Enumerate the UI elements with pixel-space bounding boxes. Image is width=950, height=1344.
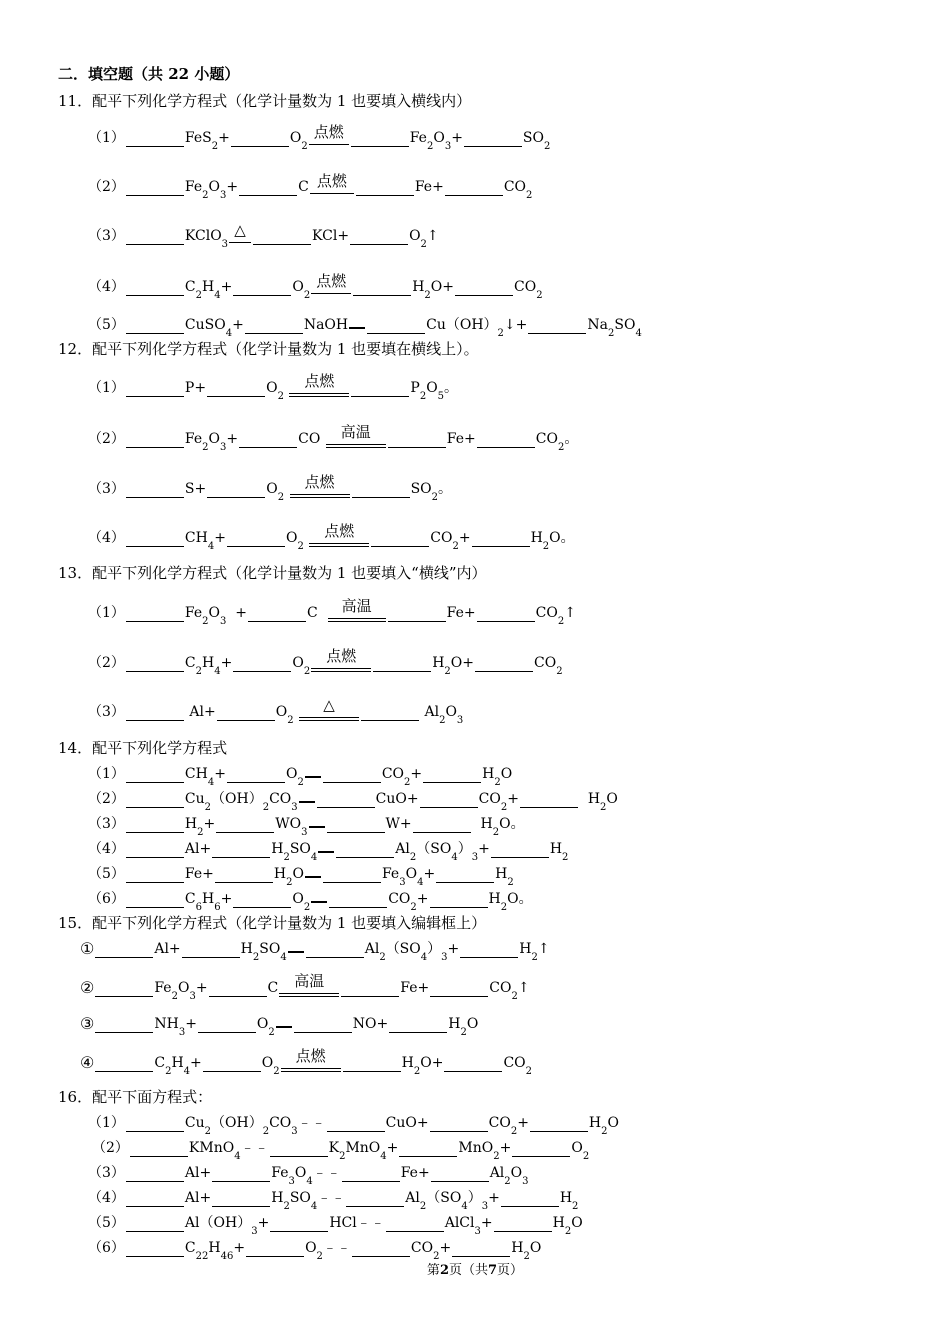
q16-eq3: （3） Al+ Fe 3 O 4 ﹣﹣ Fe+ Al 2 O 3 (88, 1165, 529, 1187)
answer-blank[interactable] (126, 868, 184, 883)
answer-blank[interactable] (233, 657, 291, 672)
answer-blank[interactable] (373, 657, 431, 672)
answer-blank[interactable] (227, 532, 285, 547)
answer-blank[interactable] (528, 319, 586, 334)
answer-blank[interactable] (217, 706, 275, 721)
section-title: 二．填空题（共 22 小题） (58, 65, 240, 83)
answer-blank[interactable] (212, 1192, 270, 1207)
answer-blank[interactable] (350, 230, 408, 245)
q11-eq2: （2） Fe 2 O 3 + C 点燃 Fe+ CO 2 (88, 172, 533, 201)
answer-blank[interactable] (216, 818, 274, 833)
condition-ignite: 点燃 (281, 1052, 341, 1072)
answer-blank[interactable] (329, 893, 387, 908)
condition-ignite: 点燃 (289, 377, 349, 397)
answer-blank[interactable] (239, 181, 297, 196)
q14-eq1: （1） CH 4 + O 2 CO 2 + H 2 O (88, 766, 513, 788)
condition-ignite: 点燃 (309, 128, 349, 147)
answer-blank[interactable] (95, 943, 153, 958)
answer-blank[interactable] (367, 319, 425, 334)
answer-blank[interactable] (501, 1192, 559, 1207)
answer-blank[interactable] (361, 706, 419, 721)
answer-blank[interactable] (399, 1142, 457, 1157)
q15-eq4: ④ C 2 H 4 + O 2 点燃 H 2 O+ CO 2 (80, 1047, 533, 1077)
answer-blank[interactable] (126, 843, 184, 858)
answer-blank[interactable] (231, 132, 289, 147)
answer-blank[interactable] (270, 1142, 328, 1157)
answer-blank[interactable] (346, 1192, 404, 1207)
answer-blank[interactable] (126, 281, 184, 296)
answer-blank[interactable] (477, 433, 535, 448)
answer-blank[interactable] (491, 843, 549, 858)
q14-eq5: （5） Fe+ H 2 O Fe 3 O 4 + H 2 (88, 866, 514, 888)
answer-blank[interactable] (388, 433, 446, 448)
answer-blank[interactable] (371, 532, 429, 547)
answer-blank[interactable] (126, 319, 184, 334)
q13-eq1: （1） Fe 2 O 3 + C 高温 Fe+ CO 2 ↑ (88, 597, 576, 627)
answer-blank[interactable] (444, 1057, 502, 1072)
answer-blank[interactable] (270, 1217, 328, 1232)
answer-blank[interactable] (336, 843, 394, 858)
answer-blank[interactable] (353, 281, 411, 296)
condition-high-temp: 高温 (279, 977, 339, 997)
question-12-title: 12．配平下列化学方程式（化学计量数为 1 也要填在横线上）。 (58, 340, 479, 358)
condition-ignite: 点燃 (311, 652, 371, 672)
answer-blank[interactable] (475, 657, 533, 672)
answer-blank[interactable] (351, 132, 409, 147)
q16-eq4: （4） Al+ H 2 SO 4 ﹣﹣ Al 2 （SO 4 ） 3 + H 2 (88, 1190, 579, 1212)
answer-blank[interactable] (352, 1242, 410, 1257)
answer-blank[interactable] (294, 1018, 352, 1033)
q14-eq4: （4） Al+ H 2 SO 4 Al 2 （SO 4 ） 3 + H 2 (88, 841, 569, 863)
condition-high-temp: 高温 (326, 428, 386, 448)
answer-blank[interactable] (126, 793, 184, 808)
answer-blank[interactable] (126, 1242, 184, 1257)
q16-eq5: （5） Al（OH） 3 + HCl﹣﹣ AlCl 3 + H 2 O (88, 1215, 583, 1237)
answer-blank[interactable] (388, 607, 446, 622)
answer-blank[interactable] (253, 230, 311, 245)
q15-eq2: ② Fe 2 O 3 + C 高温 Fe+ CO 2 ↑ (80, 972, 530, 1002)
answer-blank[interactable] (430, 1117, 488, 1132)
q15-eq1: ① Al+ H 2 SO 4 Al 2 （SO 4 ） 3 + H 2 ↑ (80, 939, 550, 963)
answer-blank[interactable] (327, 1117, 385, 1132)
answer-blank[interactable] (323, 868, 381, 883)
answer-blank[interactable] (520, 793, 578, 808)
answer-blank[interactable] (341, 982, 399, 997)
answer-blank[interactable] (452, 1242, 510, 1257)
condition-ignite: 点燃 (309, 527, 369, 547)
answer-blank[interactable] (530, 1117, 588, 1132)
answer-blank[interactable] (317, 793, 375, 808)
answer-blank[interactable] (239, 433, 297, 448)
answer-blank[interactable] (472, 532, 530, 547)
condition-high-temp: 高温 (328, 602, 386, 622)
answer-blank[interactable] (227, 768, 285, 783)
answer-blank[interactable] (126, 181, 184, 196)
answer-blank[interactable] (343, 1057, 401, 1072)
answer-blank[interactable] (209, 982, 267, 997)
answer-blank[interactable] (430, 893, 488, 908)
answer-blank[interactable] (203, 1057, 261, 1072)
q11-eq3: （3） KClO 3 △ KCl+ O 2 ↑ (88, 221, 439, 250)
answer-blank[interactable] (233, 281, 291, 296)
q15-eq3: ③ NH 3 + O 2 NO+ H 2 O (80, 1014, 479, 1038)
q12-eq4: （4） CH 4 + O 2 点燃 CO 2 + H 2 O。 (88, 522, 575, 552)
answer-blank[interactable] (431, 1167, 489, 1182)
answer-blank[interactable] (464, 132, 522, 147)
question-16-title: 16．配平下面方程式： (58, 1088, 213, 1106)
answer-blank[interactable] (126, 132, 184, 147)
answer-blank[interactable] (455, 281, 513, 296)
answer-blank[interactable] (351, 382, 409, 397)
answer-blank[interactable] (207, 382, 265, 397)
answer-blank[interactable] (95, 1057, 153, 1072)
question-14-title: 14．配平下列化学方程式 (58, 739, 228, 757)
q16-eq6: （6） C 22 H 46 + O 2 ﹣﹣ CO 2 + H 2 O (88, 1240, 542, 1262)
q16-eq2: （2） KMnO 4 ﹣﹣ K 2 MnO 4 + MnO 2 + O 2 (92, 1140, 590, 1162)
answer-blank[interactable] (386, 1217, 444, 1232)
answer-blank[interactable] (436, 868, 494, 883)
q16-eq1: （1） Cu 2 （OH） 2 CO 3 ﹣﹣ CuO+ CO 2 + H 2 O (88, 1115, 619, 1137)
question-11-title: 11．配平下列化学方程式（化学计量数为 1 也要填入横线内） (58, 92, 472, 110)
condition-ignite: 点燃 (311, 277, 351, 296)
answer-blank[interactable] (445, 181, 503, 196)
q14-eq6: （6） C 6 H 6 + O 2 CO 2 + H 2 O。 (88, 891, 533, 913)
q12-eq2: （2） Fe 2 O 3 + CO 高温 Fe+ CO 2 。 (88, 423, 579, 453)
answer-blank[interactable] (248, 607, 306, 622)
question-13-title: 13．配平下列化学方程式（化学计量数为 1 也要填入“横线”内） (58, 564, 487, 582)
q12-eq3: （3） S+ O 2 点燃 SO 2 。 (88, 473, 453, 503)
answer-blank[interactable] (182, 943, 240, 958)
answer-blank[interactable] (126, 607, 184, 622)
question-15-title: 15．配平下列化学方程式（化学计量数为 1 也要填入编辑框上） (58, 914, 487, 932)
answer-blank[interactable] (246, 1242, 304, 1257)
answer-blank[interactable] (126, 1192, 184, 1207)
answer-blank[interactable] (512, 1142, 570, 1157)
answer-blank[interactable] (126, 382, 184, 397)
answer-blank[interactable] (352, 483, 410, 498)
q13-eq3: （3） Al+ O 2 △ Al 2 O 3 (88, 696, 464, 726)
answer-blank[interactable] (306, 943, 364, 958)
answer-blank[interactable] (95, 1018, 153, 1033)
answer-blank[interactable] (494, 1217, 552, 1232)
answer-blank[interactable] (420, 793, 478, 808)
answer-blank[interactable] (126, 768, 184, 783)
condition-heat: △ (229, 226, 251, 245)
answer-blank[interactable] (126, 433, 184, 448)
answer-blank[interactable] (327, 818, 385, 833)
total-pages: 7 (488, 1263, 498, 1278)
q14-eq3: （3） H 2 + WO 3 W+ H 2 O。 (88, 816, 525, 838)
answer-blank[interactable] (460, 943, 518, 958)
condition-heat: △ (299, 701, 359, 721)
answer-blank[interactable] (212, 843, 270, 858)
answer-blank[interactable] (130, 1142, 188, 1157)
answer-blank[interactable] (126, 706, 184, 721)
answer-blank[interactable] (126, 818, 184, 833)
item-number: （1） (88, 130, 125, 146)
answer-blank[interactable] (233, 893, 291, 908)
answer-blank[interactable] (126, 1117, 184, 1132)
answer-blank[interactable] (413, 818, 471, 833)
answer-blank[interactable] (356, 181, 414, 196)
answer-blank[interactable] (423, 768, 481, 783)
q11-eq4: （4） C 2 H 4 + O 2 点燃 H 2 O+ CO 2 (88, 272, 543, 301)
answer-blank[interactable] (198, 1018, 256, 1033)
answer-blank[interactable] (207, 483, 265, 498)
page-footer: 第2页（共7页） (426, 1263, 524, 1278)
answer-blank[interactable] (212, 1167, 270, 1182)
answer-blank[interactable] (215, 868, 273, 883)
q14-eq2: （2） Cu 2 （OH） 2 CO 3 CuO+ CO 2 + H 2 O (88, 791, 618, 813)
answer-blank[interactable] (126, 230, 184, 245)
answer-blank[interactable] (95, 982, 153, 997)
answer-blank[interactable] (389, 1018, 447, 1033)
answer-blank[interactable] (126, 1217, 184, 1232)
page-number: 2 (439, 1263, 449, 1278)
answer-blank[interactable] (342, 1167, 400, 1182)
answer-blank[interactable] (477, 607, 535, 622)
q13-eq2: （2） C 2 H 4 + O 2 点燃 H 2 O+ CO 2 (88, 647, 563, 677)
answer-blank[interactable] (126, 657, 184, 672)
answer-blank[interactable] (126, 532, 184, 547)
answer-blank[interactable] (323, 768, 381, 783)
answer-blank[interactable] (245, 319, 303, 334)
q11-eq5: （5） CuSO 4 + NaOH Cu（OH） 2 ↓+ Na 2 SO 4 (88, 317, 642, 339)
answer-blank[interactable] (126, 483, 184, 498)
condition-ignite: 点燃 (310, 177, 354, 196)
q11-eq1: （1） FeS 2 + O 2 点燃 Fe 2 O 3 + SO 2 (88, 123, 551, 152)
condition-ignite: 点燃 (290, 478, 350, 498)
answer-blank[interactable] (126, 893, 184, 908)
answer-blank[interactable] (126, 1167, 184, 1182)
answer-blank[interactable] (430, 982, 488, 997)
q12-eq1: （1） P+ O 2 点燃 P 2 O 5 。 (88, 372, 459, 402)
